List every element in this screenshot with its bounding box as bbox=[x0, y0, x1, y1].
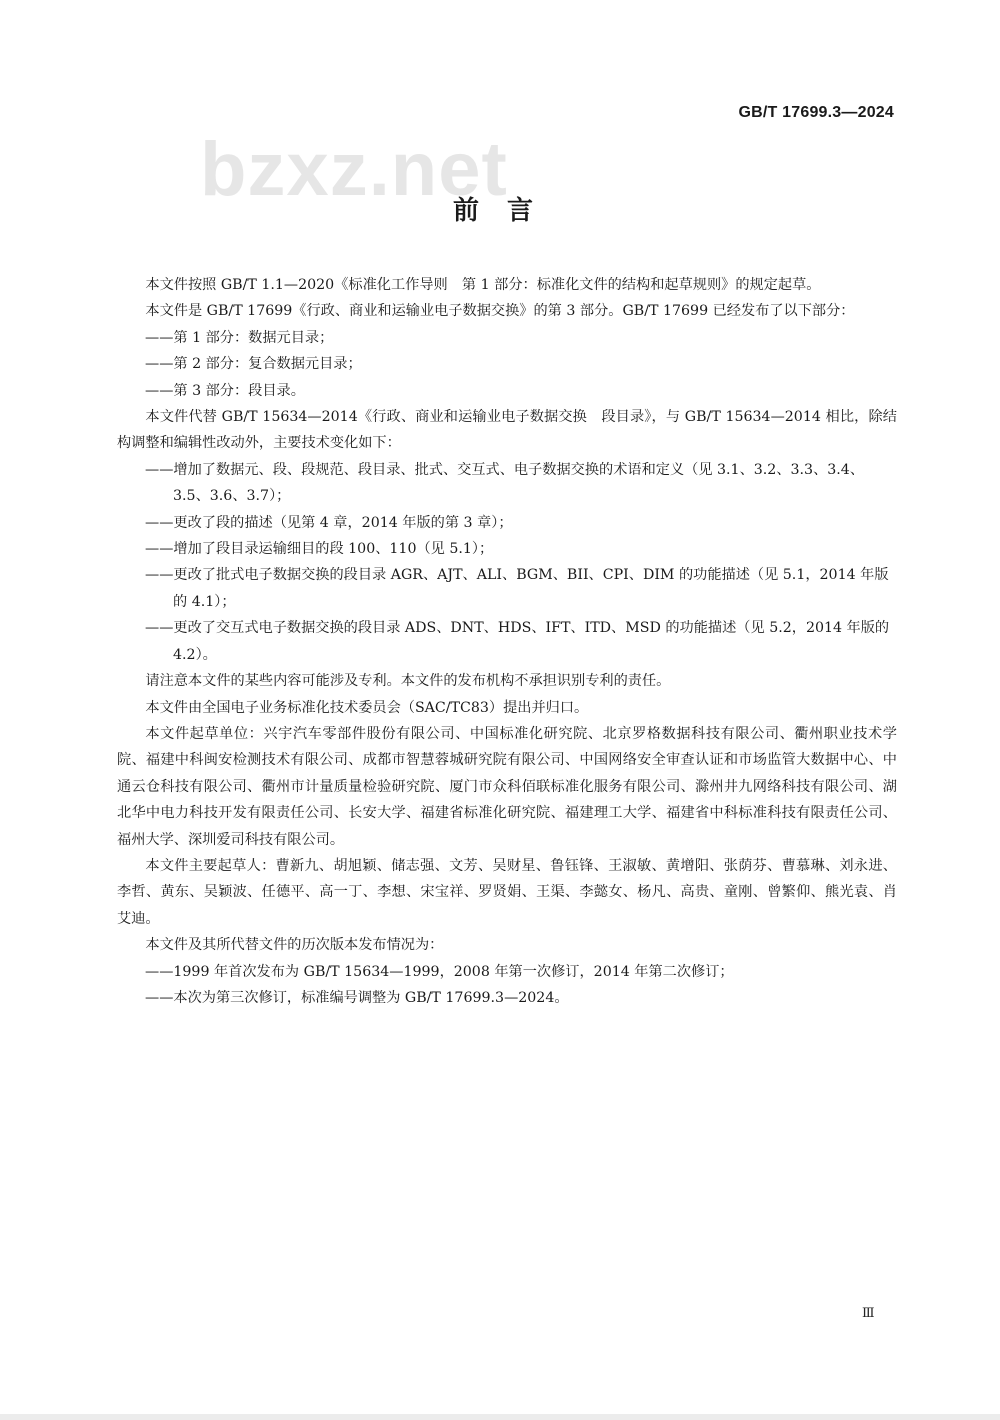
list-item-change-description: ——更改了段的描述（见第 4 章，2014 年版的第 3 章）； bbox=[145, 514, 513, 531]
paragraph-drafting-rules: 本文件按照 GB/T 1.1—2020《标准化工作导则 第 1 部分：标准化文件的结构和起草规则》的规定起草。 bbox=[145, 277, 821, 293]
paragraph-patent-notice: 请注意本文件的某些内容可能涉及专利。本文件的发布机构不承担识别专利的责任。 bbox=[145, 673, 671, 690]
watermark-text: bzxz.net bbox=[200, 127, 508, 212]
paragraph-series-parts: 本文件是 GB/T 17699《行政、商业和运输业电子数据交换》的第 3 部分。GB/T 17699 已经发布了以下部分： bbox=[145, 303, 855, 320]
list-item-part-3: ——第 3 部分：段目录。 bbox=[145, 382, 305, 399]
standard-number: GB/T 17699.3—2024 bbox=[738, 104, 894, 121]
page-number: Ⅲ bbox=[862, 1305, 874, 1320]
list-item-change-batch: ——更改了批式电子数据交换的段目录 AGR、AJT、ALI、BGM、BII、CPI、DIM 的功能描述（见 5.1，2014 年版的 4.1）； bbox=[145, 567, 889, 610]
list-item-history-2024: ——本次为第三次修订，标准编号调整为 GB/T 17699.3—2024。 bbox=[145, 989, 569, 1006]
page-title: 前言 bbox=[452, 196, 561, 226]
paragraph-committee: 本文件由全国电子业务标准化技术委员会（SAC/TC83）提出并归口。 bbox=[145, 699, 589, 716]
list-item-part-2: ——第 2 部分：复合数据元目录； bbox=[145, 356, 362, 373]
list-item-change-terms: ——增加了数据元、段、段规范、段目录、批式、交互式、电子数据交换的术语和定义（见 3.1、3.2、3.3、3.4、3.5、3.6、3.7）； bbox=[145, 461, 865, 505]
list-item-change-segments: ——增加了段目录运输细目的段 100、110（见 5.1）； bbox=[145, 541, 494, 558]
bottom-divider bbox=[0, 1414, 1000, 1420]
paragraph-drafting-units: 本文件起草单位：兴宇汽车零部件股份有限公司、中国标准化研究院、北京罗格数据科技有限公司、衢州职业技术学院、福建中科闽安检测技术有限公司、成都市智慧蓉城研究院有限公司、中国网络安全审查认证和市场监管大数据中心、中通云仓科技有限公司、衢州市计量质量检验研究院、厦门市众科佰联标准化服务有限公司、滁州井九网络科技有限公司、湖北华中电力科技开发有限责任公司、长安大学、福建省标准化研究院、福建理工大学、福建省中科标准科技有限责任公司、福州大学、深圳爱司科技有限公司。 bbox=[117, 725, 897, 848]
foreword-body bbox=[117, 272, 897, 1011]
paragraph-drafters: 本文件主要起草人：曹新九、胡旭颖、储志强、文芳、吴财星、鲁钰锋、王淑敏、黄增阳、张荫芬、曹慕琳、刘永进、李哲、黄东、吴颖波、任德平、高一丁、李想、宋宝祥、罗贤娟、王渠、李懿女、杨凡、高贵、童刚、曾繁仰、熊光袁、肖艾迪。 bbox=[117, 857, 897, 927]
list-item-part-1: ——第 1 部分：数据元目录； bbox=[145, 329, 334, 346]
list-item-history-1999: ——1999 年首次发布为 GB/T 15634—1999，2008 年第一次修订，2014 年第二次修订； bbox=[145, 963, 734, 980]
paragraph-history-intro: 本文件及其所代替文件的历次版本发布情况为： bbox=[145, 937, 444, 954]
paragraph-replaces: 本文件代替 GB/T 15634—2014《行政、商业和运输业电子数据交换 段目录》，与 GB/T 15634—2014 相比，除结构调整和编辑性改动外，主要技术变化如下： bbox=[117, 409, 897, 452]
list-item-change-interactive: ——更改了交互式电子数据交换的段目录 ADS、DNT、HDS、IFT、ITD、MSD 的功能描述（见 5.2，2014 年版的 4.2）。 bbox=[145, 620, 890, 663]
